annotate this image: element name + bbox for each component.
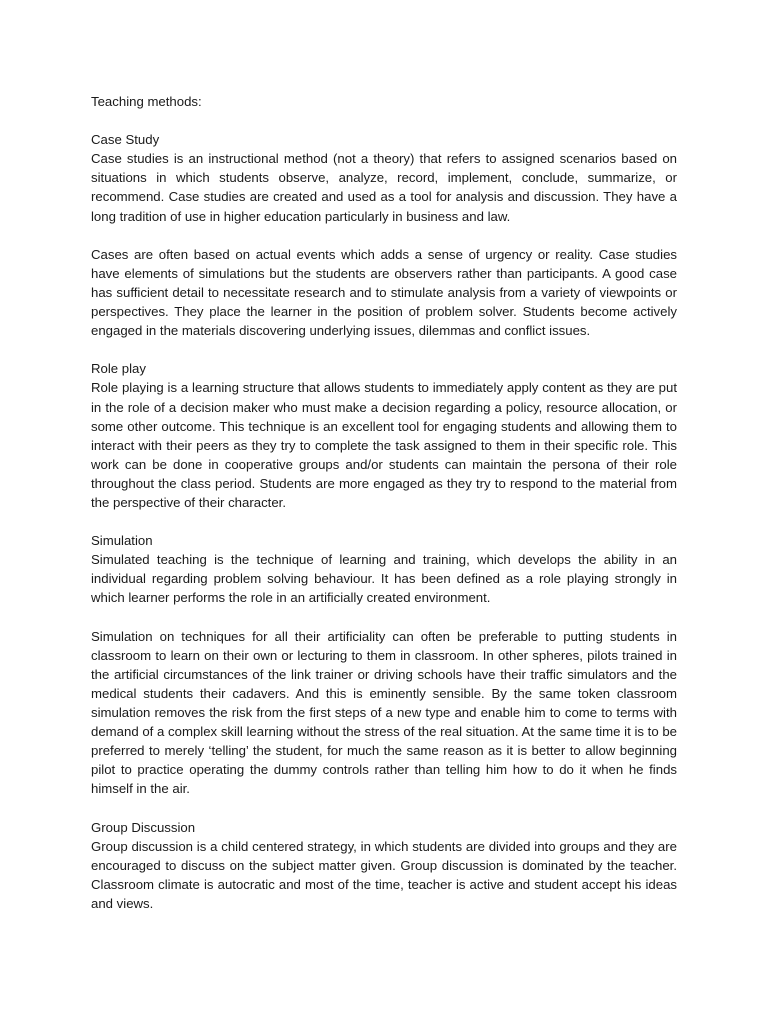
document-title: Teaching methods:: [91, 94, 202, 109]
section-role-play: [91, 359, 677, 512]
section-heading-group-discussion: Group Discussion: [91, 819, 196, 835]
paragraph: Cases are often based on actual events which adds a sense of urgency or reality. Case studies have elements of simulations but the students are observers rather than participants. A good case has sufficient detail to necessitate research and to stimulate analysis from a variety of viewpoints or perspectives. They place the learner in the position of problem solver. Students become actively engaged in the materials discovering underlying issues, dilemmas and conflict issues.: [91, 246, 677, 339]
paragraph: Role playing is a learning structure that allows students to immediately apply content as they are put in the role of a decision maker who must make a decision regarding a policy, resource allocation, or some other outcome. This technique is an excellent tool for engaging students and allowing them to interact with their peers as they try to complete the task assigned to them in their specific role. This work can be done in cooperative groups and/or students can maintain the persona of their role throughout the class period. Students are more engaged as they try to respond to the material from the perspective of their character.: [91, 380, 677, 510]
section-heading-simulation: Simulation: [91, 533, 153, 549]
paragraph: Case studies is an instructional method (not a theory) that refers to assigned scenarios based on situations in which students observe, analyze, record, implement, conclude, summarize, or recommend. Case studies are created and used as a tool for analysis and discussion. They have a long tradition of use in higher education particularly in business and law.: [91, 151, 677, 224]
paragraph: Simulation on techniques for all their artificiality can often be preferable to putting students in classroom to learn on their own or lecturing to them in classroom. In other spheres, pilots trained in the artificial circumstances of the link trainer or driving schools have their traffic simulators and the medical students their cadavers. And this is eminently sensible. By the same token classroom simulation removes the risk from the first steps of a new type and enable him to come to terms with demand of a complex skill learning without the stress of the real situation. At the same time it is to be preferred to merely ‘telling’ the student, for much the same reason as it is better to allow beginning pilot to practice operating the dummy controls rather than telling him how to do it when he finds himself in the air.: [91, 628, 677, 797]
section-simulation: [91, 531, 677, 798]
paragraph: Simulated teaching is the technique of learning and training, which develops the ability in an individual regarding problem solving behaviour. It has been defined as a role playing strongly in which learner performs the role in an artificially created environment.: [91, 552, 677, 606]
section-heading-role-play: Role play: [91, 361, 146, 377]
section-group-discussion: [91, 818, 677, 913]
section-heading-case-study: Case Study: [91, 132, 160, 148]
paragraph: Group discussion is a child centered strategy, in which students are divided into groups and they are encouraged to discuss on the subject matter given. Group discussion is dominated by the teacher. Classroom climate is autocratic and most of the time, teacher is active and student accept his ideas and views.: [91, 838, 677, 911]
document-page: [91, 92, 677, 932]
section-case-study: [91, 130, 677, 340]
